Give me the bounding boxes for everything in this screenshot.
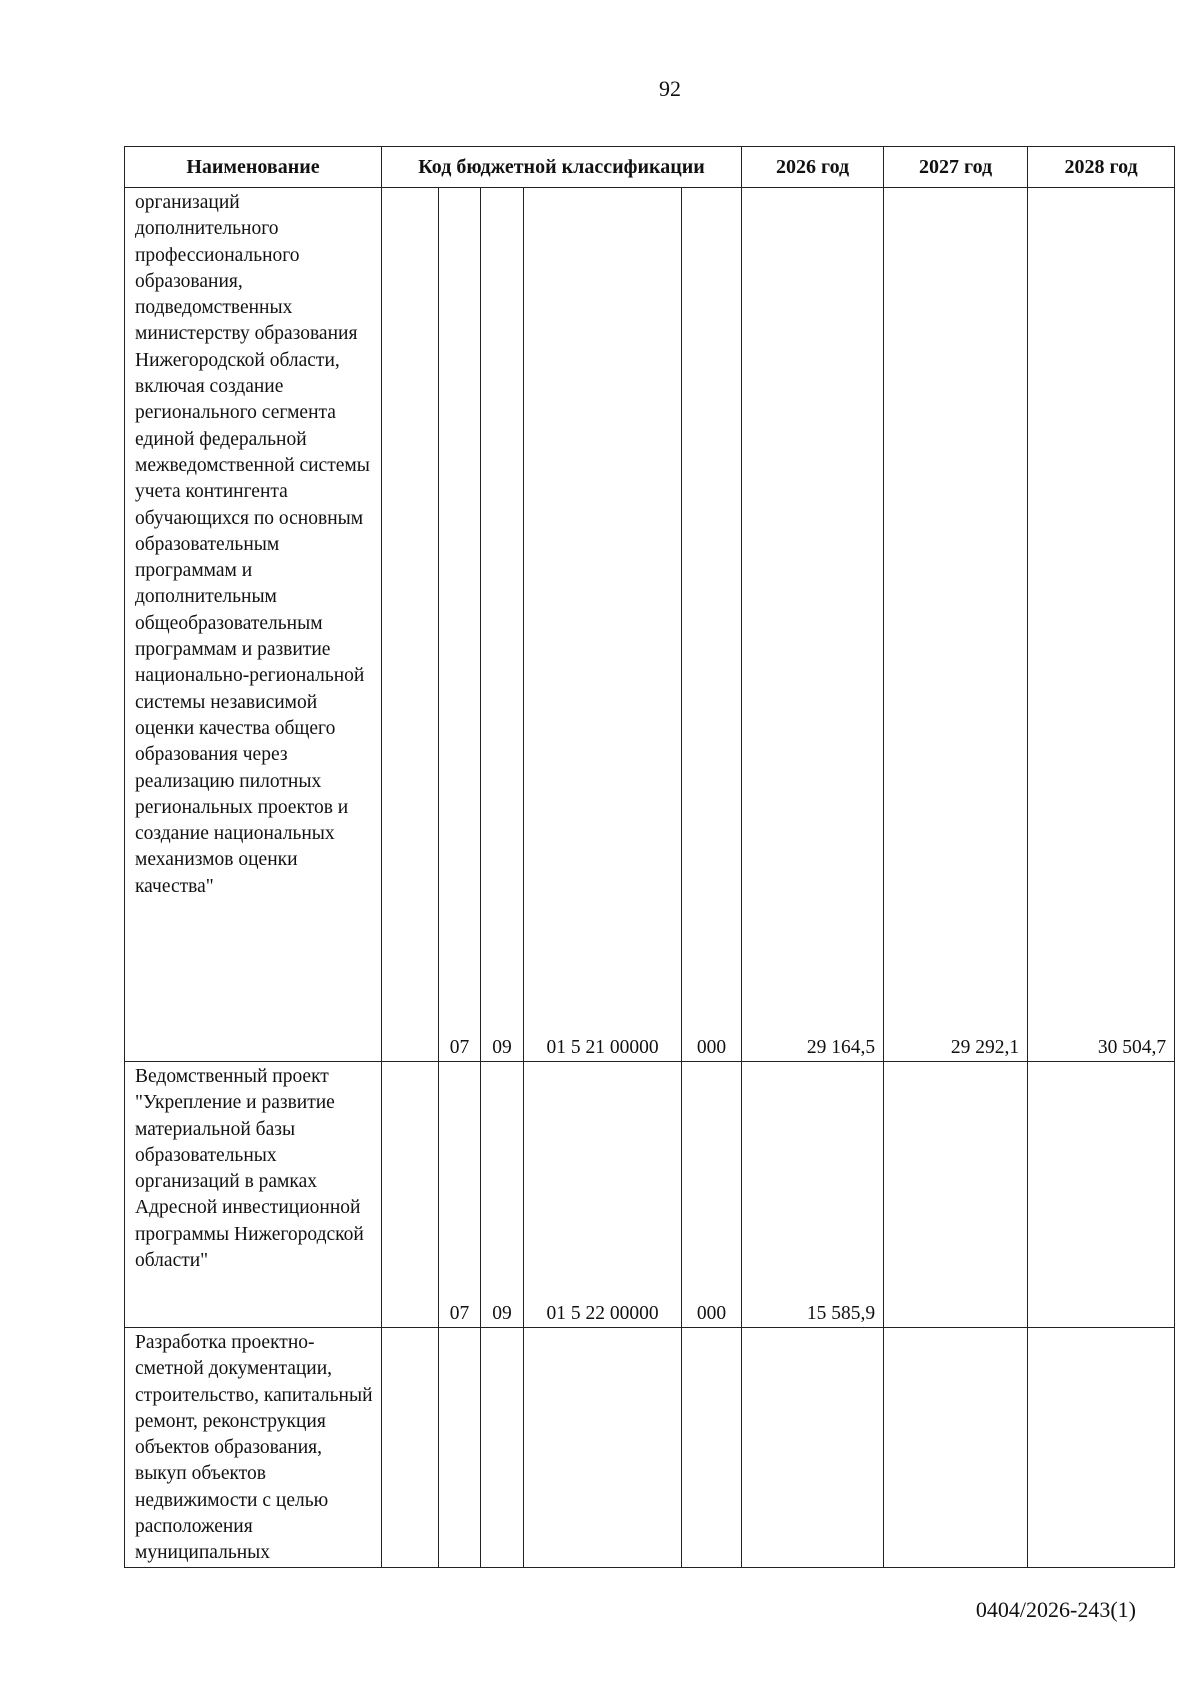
header-name: Наименование (125, 147, 382, 188)
row-code-subsection (481, 1328, 524, 1568)
page-number: 92 (659, 76, 681, 101)
row-value-2027 (884, 1062, 1028, 1328)
row-name: Разработка проектно-сметной документации, строительство, капитальный ремонт, реконструкция объектов образования, выкуп объектов недвижимости с целью расположения муниципальных (125, 1328, 382, 1568)
row-code-section: 07 (439, 188, 481, 1062)
row-value-2028 (1028, 1062, 1175, 1328)
row-code-target (524, 1328, 682, 1568)
table-row (125, 1062, 1175, 1328)
table-row (125, 188, 1175, 1062)
row-value-2026: 15 585,9 (742, 1062, 884, 1328)
header-row (125, 147, 1175, 188)
header-2027: 2027 год (884, 147, 1028, 188)
row-code-type: 000 (682, 1062, 742, 1328)
row-name: Ведомственный проект "Укрепление и развитие материальной базы образовательных организаций в рамках Адресной инвестиционной программы Нижегородской области" (125, 1062, 382, 1328)
row-value-2027: 29 292,1 (884, 188, 1028, 1062)
row-code-type: 000 (682, 188, 742, 1062)
row-code-section (439, 1328, 481, 1568)
row-value-2027 (884, 1328, 1028, 1568)
row-value-2028 (1028, 1328, 1175, 1568)
header-2026: 2026 год (742, 147, 884, 188)
row-code-section: 07 (439, 1062, 481, 1328)
row-code-subsection: 09 (481, 1062, 524, 1328)
row-code-subsection: 09 (481, 188, 524, 1062)
row-code-target: 01 5 22 00000 (524, 1062, 682, 1328)
row-code-type (682, 1328, 742, 1568)
row-code-1 (382, 1062, 439, 1328)
row-name: организаций дополнительного профессионального образования, подведомственных министерству образования Нижегородской области, включая создание регионального сегмента единой федеральной межведомственной системы учета контингента обучающихся по основным образовательным программам и дополнительным общеобразовательным программам и развитие национально-региональной системы независимой оценки качества общего образования через реализацию пилотных региональных проектов и создание национальных механизмов оценки качества" (125, 188, 382, 1062)
table-row (125, 1328, 1175, 1568)
row-code-1 (382, 1328, 439, 1568)
header-2028: 2028 год (1028, 147, 1175, 188)
document-id: 0404/2026-243(1) (975, 1597, 1136, 1622)
row-code-target: 01 5 21 00000 (524, 188, 682, 1062)
row-value-2026: 29 164,5 (742, 188, 884, 1062)
row-code-1 (382, 188, 439, 1062)
header-code: Код бюджетной классификации (382, 147, 742, 188)
row-value-2028: 30 504,7 (1028, 188, 1175, 1062)
row-value-2026 (742, 1328, 884, 1568)
budget-table (124, 146, 1175, 1568)
